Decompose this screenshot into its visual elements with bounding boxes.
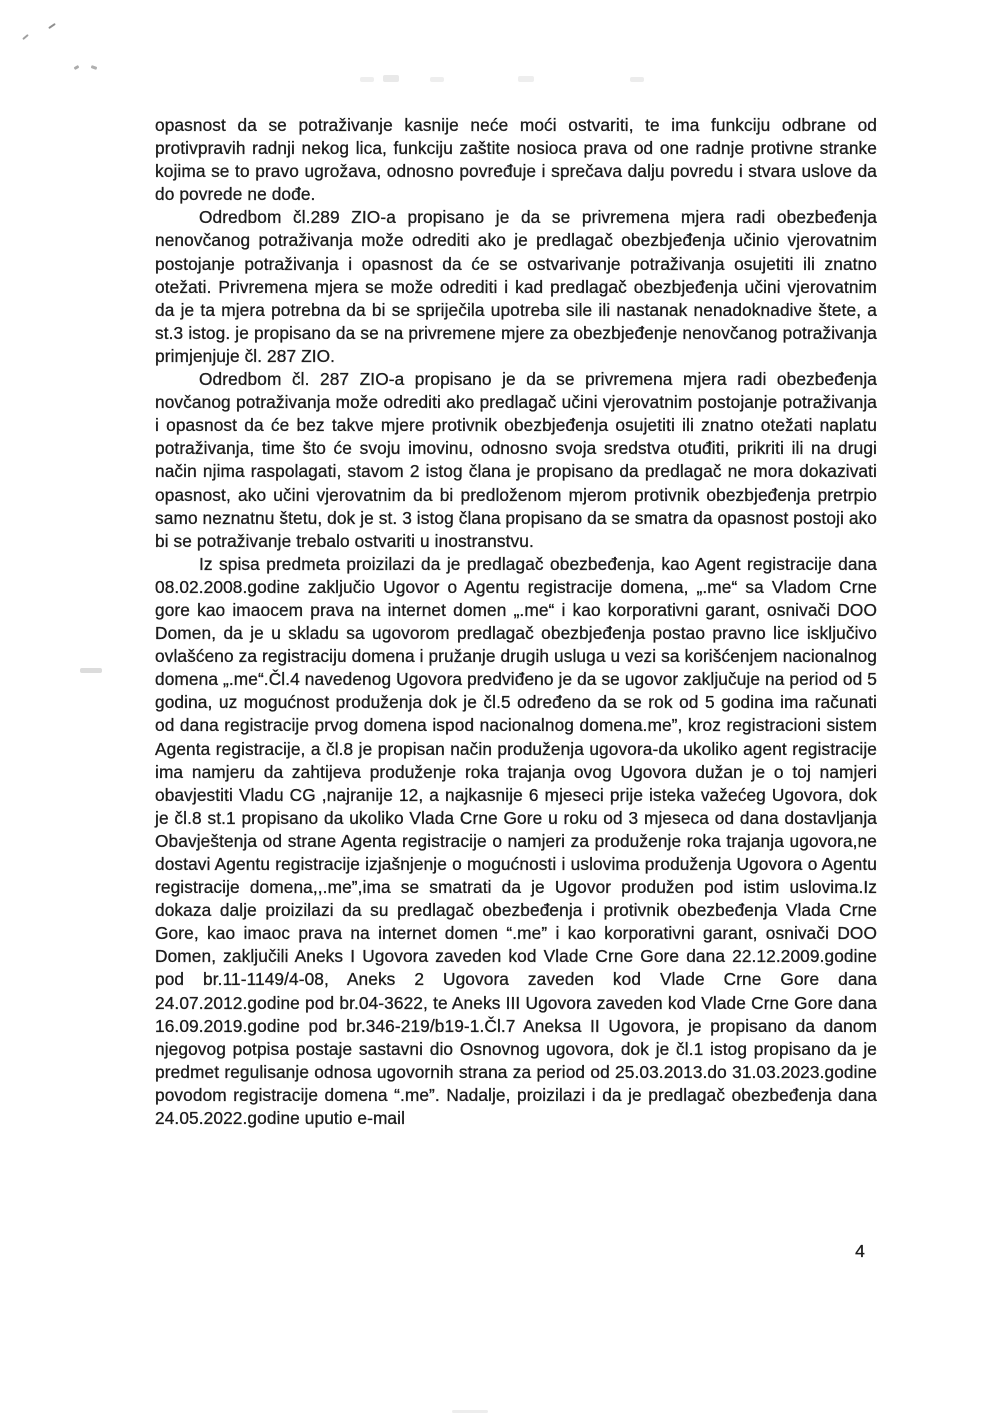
paragraph-continuation: opasnost da se potraživanje kasnije neće moći ostvariti, te ima funkciju odbrane od protivpravih radnji nekog lica, funkciju zaštite nosioca prava od one radnje protivne stranke kojima se to pravo ugrožava, odnosno povređuje i sprečava dalju povredu i stvara uslove da do povrede ne dođe.	[155, 115, 877, 205]
scan-smudge	[383, 75, 399, 82]
scan-smudge	[80, 668, 102, 673]
scan-speck	[91, 65, 98, 70]
document-body	[155, 114, 877, 1130]
scan-speck	[74, 65, 80, 70]
scan-smudge	[430, 77, 444, 82]
paragraph-odredbom-cl287: Odredbom čl. 287 ZIO-a propisano je da se privremena mjera radi obezbeđenja novčanog potraživanja može odrediti ako predlagač učini vjerovatnim postojanje potraživanja i opasnost da će bez takve mjere protivnik obezbjeđenja osujetiti ili znatno otežati naplatu potraživanja, time što će svoju imovinu, odnosno svoja sredstva otuđiti, prikriti ili na drugi način njima raspolagati, stavom 2 istog člana je propisano da predlagač ne mora dokazivati opasnost, ako učini vjerovatnim da bi predloženom mjerom protivnik obezbjeđenja pretrpio samo neznatnu štetu, dok je st. 3 istog člana propisano da se smatra da opasnost postoji ako bi se potraživanje trebalo ostvariti u inostranstvu.	[155, 369, 878, 551]
scan-smudge	[630, 77, 644, 82]
paragraph-iz-spisa-predmeta: Iz spisa predmeta proizilazi da je predlagač obezbeđenja, kao Agent registracije dana 08.02.2008.godine zaključio Ugovor o Agentu registracije domena, „.me“ sa Vladom Crne gore kao imaocem prava na internet domen „.me“ i kao korporativni garant, osnivači DOO Domen, da je u skladu sa ugovorom predlagač obezbjeđenja postao pravno lice isključivo ovlašćeno za registraciju domena i pružanje drugih usluga u vezi sa korišćenjem nacionalnog domena „.me“.Čl.4 navedenog Ugovora predviđeno je da se ugovor zaključuje na period od 5 godina, uz mogućnost produženja dok je čl.5 određeno da se rok od 5 godina ima računati od dana registracije prvog domena ispod nacionalnog domena.me”, kroz registracioni sistem Agenta registracije, a čl.8 je propisan način produženja ugovora-da ukoliko agent registracije ima namjeru da zahtijeva produženje roka trajanja ovog Ugovora dužan je o toj namjeri obavjestiti Vladu CG ,najranije 12, a najkasnije 6 mjeseci prije isteka važećeg Ugovora, dok je čl.8 st.1 propisano da ukoliko Vlada Crne Gore u roku od 3 mjeseca od dana dostavljanja Obavještenja od strane Agenta registracije o namjeri za produženje roka trajanja ugovora,ne dostavi Agentu registracije izjašnjenje o mogućnosti i uslovima produženja Ugovora o Agentu registracije domena,,.me”,ima se smatrati da je Ugovor produžen pod istim uslovima.Iz dokaza dalje proizilazi da su predlagač obezbeđenja i protivnik obezbeđenja Vlada Crne Gore, kao imaoc prava na internet domen “.me” i kao korporativni garant, osnivači DOO Domen, zaključili Aneks I Ugovora zaveden kod Vlade Crne Gore dana 22.12.2009.godine pod br.11-1149/4-08, Aneks 2 Ugovora zaveden kod Vlade Crne Gore dana 24.07.2012.godine pod br.04-3622, te Aneks III Ugovora zaveden kod Vlade Crne Gore dana 16.09.2019.godine pod br.346-219/b19-1.Čl.7 Aneksa II Ugovora, je propisano da danom njegovog potpisa postaje sastavni dio Osnovnog ugovora, dok je čl.1 istog propisano da je predmet regulisanje odnosa ugovornih strana za period od 25.03.2013.do 31.03.2023.godine povodom registracije domena “.me”. Nadalje, proizilazi i da je predlagač obezbeđenja dana 24.05.2022.godine uputio e-mail	[155, 553, 877, 1129]
scan-smudge	[518, 76, 534, 82]
scan-smudge	[360, 77, 374, 82]
scan-speck	[22, 34, 29, 40]
scan-smudge	[452, 1410, 488, 1413]
page-number: 4	[855, 1241, 865, 1261]
scan-speck	[48, 23, 56, 29]
paragraph-odredbom-cl289: Odredbom čl.289 ZIO-a propisano je da se privremena mjera radi obezbeđenja nenovčanog potraživanja može odrediti ako je predlagač obezbjeđenja učinio vjerovatnim postojanje potraživanja i opasnost da će se ostvarivanje potraživanja osujetiti ili znatno otežati. Privremena mjera se može odrediti i kad predlagač obezbjeđenja učini vjerovatnim da je ta mjera potrebna da bi se spriječila upotreba sile ili nastanak nenadoknadive štete, a st.3 istog. je propisano da se na privremene mjere za obezbjeđenje nenovčanog potraživanja primjenjuje čl. 287 ZIO.	[155, 207, 877, 366]
